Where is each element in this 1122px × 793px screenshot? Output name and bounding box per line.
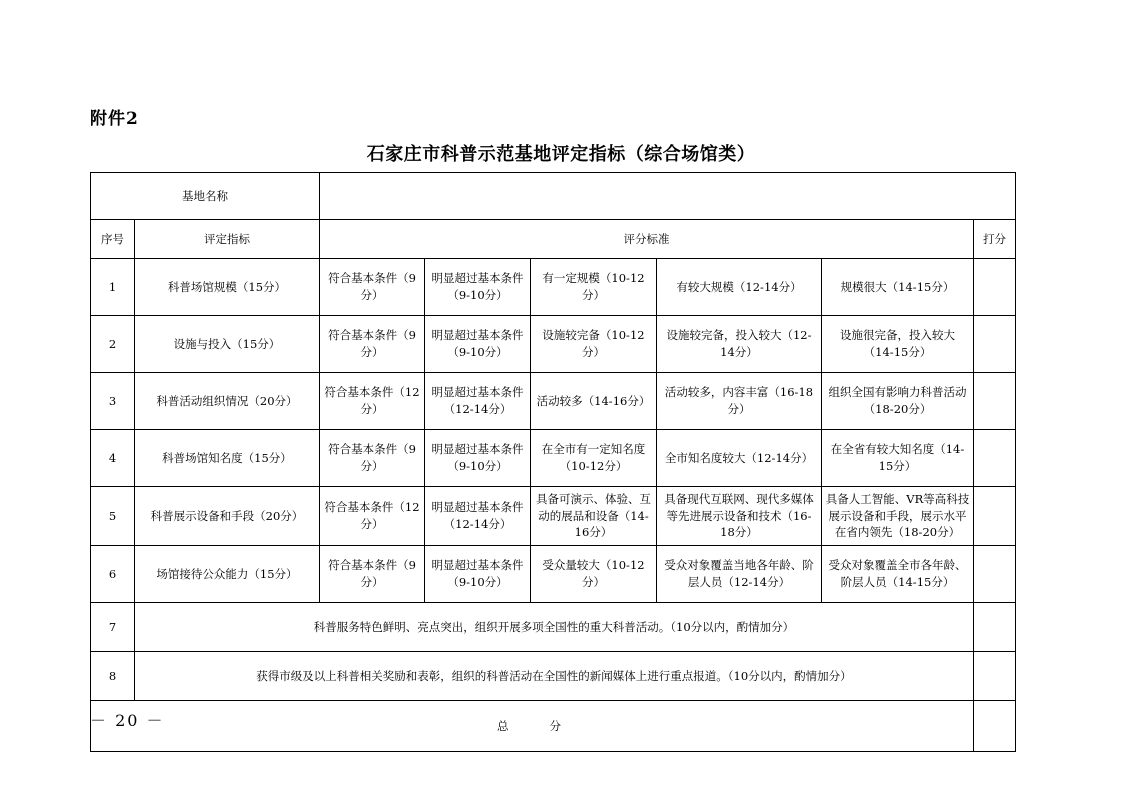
row-index: 3 <box>91 373 135 430</box>
row-score[interactable] <box>974 546 1016 603</box>
row-indicator: 科普场馆规模（15分） <box>135 259 320 316</box>
row-level-1: 符合基本条件（9分） <box>320 546 425 603</box>
row-level-4: 具备现代互联网、现代多媒体等先进展示设备和技术（16-18分） <box>657 487 822 546</box>
row-level-5: 设施很完备，投入较大（14-15分） <box>822 316 974 373</box>
row-level-3: 有一定规模（10-12分） <box>531 259 657 316</box>
row-score[interactable] <box>974 430 1016 487</box>
page-title: 石家庄市科普示范基地评定指标（综合场馆类） <box>366 144 756 165</box>
note-text: 科普服务特色鲜明、亮点突出，组织开展多项全国性的重大科普活动。（10分以内，酌情加分） <box>135 603 974 652</box>
page-number: － 20 － <box>90 711 165 730</box>
row-index: 8 <box>91 652 135 701</box>
table-row <box>91 487 1016 546</box>
row-level-1: 符合基本条件（12分） <box>320 487 425 546</box>
row-level-5: 具备人工智能、VR等高科技展示设备和手段，展示水平在省内领先（18-20分） <box>822 487 974 546</box>
row-level-2: 明显超过基本条件（12-14分） <box>425 487 531 546</box>
table-row <box>91 259 1016 316</box>
row-level-3: 活动较多（14-16分） <box>531 373 657 430</box>
row-level-3: 在全市有一定知名度（10-12分） <box>531 430 657 487</box>
row-index: 2 <box>91 316 135 373</box>
row-score[interactable] <box>974 652 1016 701</box>
row-level-2: 明显超过基本条件（9-10分） <box>425 430 531 487</box>
row-level-2: 明显超过基本条件（9-10分） <box>425 546 531 603</box>
total-row <box>91 701 1016 752</box>
evaluation-table <box>90 172 1016 752</box>
row-level-1: 符合基本条件（9分） <box>320 316 425 373</box>
row-score[interactable] <box>974 373 1016 430</box>
header-row <box>91 220 1016 259</box>
row-level-4: 活动较多，内容丰富（16-18分） <box>657 373 822 430</box>
row-index: 4 <box>91 430 135 487</box>
row-level-2: 明显超过基本条件（9-10分） <box>425 259 531 316</box>
row-level-1: 符合基本条件（12分） <box>320 373 425 430</box>
row-indicator: 科普场馆知名度（15分） <box>135 430 320 487</box>
row-index: 6 <box>91 546 135 603</box>
row-level-3: 设施较完备（10-12分） <box>531 316 657 373</box>
total-label: 总 分 <box>91 701 974 752</box>
header-index: 序号 <box>91 220 135 259</box>
table-row <box>91 546 1016 603</box>
row-level-1: 符合基本条件（9分） <box>320 430 425 487</box>
table-row <box>91 316 1016 373</box>
row-score[interactable] <box>974 316 1016 373</box>
base-name-label: 基地名称 <box>91 173 320 220</box>
table-row <box>91 373 1016 430</box>
row-index: 1 <box>91 259 135 316</box>
row-indicator: 场馆接待公众能力（15分） <box>135 546 320 603</box>
row-level-2: 明显超过基本条件（9-10分） <box>425 316 531 373</box>
total-score[interactable] <box>974 701 1016 752</box>
header-score: 打分 <box>974 220 1016 259</box>
row-level-5: 受众对象覆盖全市各年龄、阶层人员（14-15分） <box>822 546 974 603</box>
row-level-3: 具备可演示、体验、互动的展品和设备（14-16分） <box>531 487 657 546</box>
note-text: 获得市级及以上科普相关奖励和表彰，组织的科普活动在全国性的新闻媒体上进行重点报道。（10分以内，酌情加分） <box>135 652 974 701</box>
row-level-4: 设施较完备，投入较大（12-14分） <box>657 316 822 373</box>
row-score[interactable] <box>974 487 1016 546</box>
row-index: 5 <box>91 487 135 546</box>
row-level-4: 受众对象覆盖当地各年龄、阶层人员（12-14分） <box>657 546 822 603</box>
row-level-5: 规模很大（14-15分） <box>822 259 974 316</box>
row-score[interactable] <box>974 603 1016 652</box>
row-level-1: 符合基本条件（9分） <box>320 259 425 316</box>
row-level-4: 全市知名度较大（12-14分） <box>657 430 822 487</box>
row-index: 7 <box>91 603 135 652</box>
note-row <box>91 652 1016 701</box>
base-name-row <box>91 173 1016 220</box>
row-level-2: 明显超过基本条件（12-14分） <box>425 373 531 430</box>
row-indicator: 科普展示设备和手段（20分） <box>135 487 320 546</box>
row-score[interactable] <box>974 259 1016 316</box>
row-indicator: 设施与投入（15分） <box>135 316 320 373</box>
row-level-4: 有较大规模（12-14分） <box>657 259 822 316</box>
attachment-label: 附件2 <box>90 109 139 129</box>
row-level-3: 受众量较大（10-12分） <box>531 546 657 603</box>
header-indicator: 评定指标 <box>135 220 320 259</box>
row-level-5: 在全省有较大知名度（14-15分） <box>822 430 974 487</box>
row-level-5: 组织全国有影响力科普活动（18-20分） <box>822 373 974 430</box>
note-row <box>91 603 1016 652</box>
header-criteria: 评分标准 <box>320 220 974 259</box>
base-name-value[interactable] <box>320 173 1016 220</box>
table-row <box>91 430 1016 487</box>
row-indicator: 科普活动组织情况（20分） <box>135 373 320 430</box>
